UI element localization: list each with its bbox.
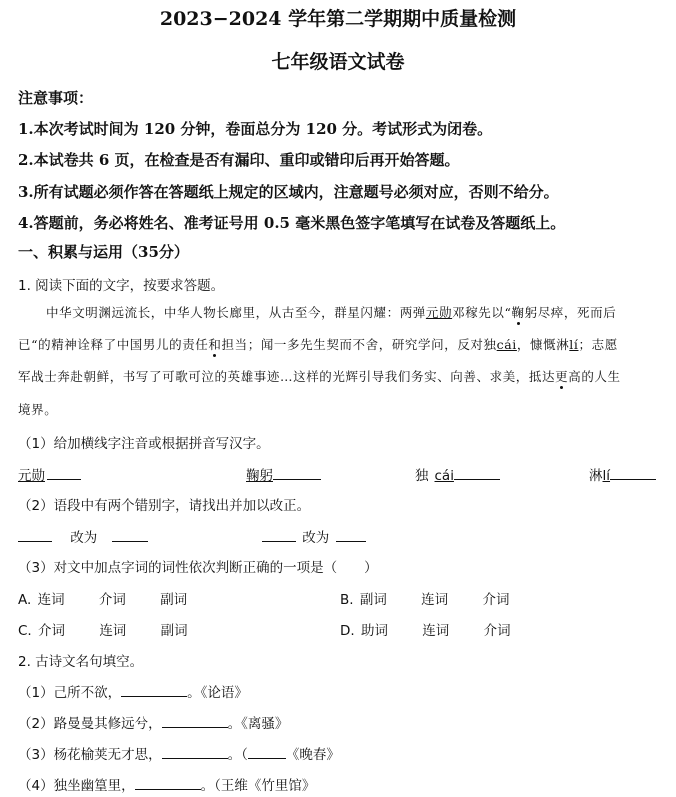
poem-source: 。《论语》	[187, 685, 248, 701]
poem-item-1	[18, 681, 248, 701]
question-2-prompt: 2. 古诗文名句填空。	[18, 654, 144, 670]
item-number: （3）	[18, 747, 54, 763]
option-b[interactable]	[340, 588, 509, 608]
option-word: 介词	[38, 623, 66, 639]
passage-line-4: 境界。	[18, 402, 58, 417]
poem-text: 独坐幽篁里，	[53, 778, 135, 794]
passage-line-2	[18, 335, 618, 353]
poem-source: 。（	[227, 747, 248, 763]
option-c[interactable]	[18, 619, 188, 639]
passage-line-3	[18, 367, 621, 385]
sub3-prompt: （3）对文中加点字词的词性依次判断正确的一项是（ ）	[18, 560, 378, 576]
answer-blank[interactable]	[135, 775, 201, 790]
item-word: 淋	[589, 468, 603, 484]
poem-item-3	[18, 743, 340, 763]
item-number: （4）	[18, 778, 54, 794]
option-letter: B.	[340, 592, 354, 608]
notice-item-2: 2.本试卷共 6 页，在检查是否有漏印、重印或错印后再开始答题。	[18, 151, 460, 169]
option-word: 助词	[360, 623, 388, 639]
exam-subtitle: 七年级语文试卷	[271, 51, 405, 73]
passage-text: 已“的精神诠释了中国男儿的责任	[18, 337, 209, 352]
answer-blank[interactable]	[121, 682, 187, 697]
passage-text: 高的人生	[568, 369, 621, 384]
section-heading: 一、积累与运用（35分）	[18, 243, 189, 261]
option-word: 介词	[98, 592, 126, 608]
poem-text: 己所不欲，	[53, 685, 122, 701]
dotted-char: 和	[208, 337, 222, 352]
answer-blank[interactable]	[248, 744, 286, 759]
poem-item-4	[18, 774, 315, 794]
poem-text: 路曼曼其修远兮，	[53, 716, 162, 732]
passage-text: 邓稼先以“	[452, 305, 512, 320]
item-pinyin: lí	[602, 468, 611, 484]
passage-text: ；志愿	[578, 337, 618, 352]
underlined-pinyin: lí	[569, 337, 579, 352]
question-1-prompt: 1. 阅读下面的文字，按要求答题。	[18, 278, 225, 294]
item-number: （1）	[18, 685, 54, 701]
answer-blank[interactable]	[610, 465, 656, 480]
change-to-label: 改为	[302, 530, 330, 546]
passage-text: 担当；闻一多先生契而不舍，研究学问，反对独	[221, 337, 497, 352]
item-word: 独	[415, 468, 429, 484]
sub1-item-4	[589, 464, 656, 484]
sub2-answer-1	[18, 526, 148, 546]
underlined-word: 元勋	[425, 305, 453, 320]
option-letter: C.	[18, 623, 32, 639]
poem-text: 杨花榆荚无才思，	[53, 747, 162, 763]
notice-item-3: 3.所有试题必须作答在答题纸上规定的区域内，注意题号必须对应，否则不给分。	[18, 183, 559, 201]
dotted-char: 鞠	[511, 305, 525, 320]
passage-text: 军战士奔赴朝鲜，书写了可歌可泣的英雄事迹…这样的光辉引导我们务实、向善、求美，抵达	[18, 369, 556, 384]
option-letter: A.	[18, 592, 32, 608]
item-pinyin: cái	[434, 468, 454, 484]
passage-line-1	[46, 303, 616, 321]
sub1-item-3	[415, 464, 500, 484]
notice-item-1: 1.本次考试时间为 120 分钟，卷面总分为 120 分。考试形式为闭卷。	[18, 120, 493, 138]
answer-blank[interactable]	[262, 527, 296, 542]
poem-item-2	[18, 712, 288, 732]
option-word: 副词	[359, 592, 387, 608]
passage-text: 中华文明渊远流长，中华人物长廊里，从古至今，群星闪耀：两弹	[46, 305, 426, 320]
passage-text: 躬尽瘁，死而后	[524, 305, 617, 320]
option-word: 副词	[160, 623, 188, 639]
underlined-pinyin: cái	[496, 337, 517, 352]
option-letter: D.	[340, 623, 355, 639]
sub1-item-2	[246, 464, 321, 484]
exam-title: 2023−2024 学年第二学期期中质量检测	[159, 8, 517, 30]
option-word: 连词	[99, 623, 127, 639]
option-word: 连词	[421, 592, 449, 608]
change-to-label: 改为	[70, 530, 98, 546]
answer-blank[interactable]	[162, 713, 228, 728]
answer-blank[interactable]	[273, 465, 321, 480]
sub2-answer-2	[262, 526, 366, 546]
answer-blank[interactable]	[162, 744, 228, 759]
option-word: 介词	[482, 592, 510, 608]
poem-source: 《晚春》	[285, 747, 340, 763]
poem-source: 。（王维《竹里馆》	[200, 778, 316, 794]
item-number: （2）	[18, 716, 54, 732]
sub2-prompt: （2）语段中有两个错别字，请找出并加以改正。	[18, 498, 311, 514]
sub1-item-1	[18, 464, 81, 484]
answer-blank[interactable]	[336, 527, 366, 542]
option-word: 连词	[37, 592, 65, 608]
option-word: 副词	[160, 592, 188, 608]
dotted-char: 更	[555, 369, 569, 384]
item-word: 元勋	[18, 468, 45, 484]
passage-text: ，慷慨淋	[516, 337, 570, 352]
option-a[interactable]	[18, 588, 187, 608]
answer-blank[interactable]	[47, 465, 81, 480]
notice-heading: 注意事项：	[18, 89, 94, 107]
option-d[interactable]	[340, 619, 511, 639]
answer-blank[interactable]	[18, 527, 52, 542]
answer-blank[interactable]	[454, 465, 500, 480]
option-word: 介词	[483, 623, 511, 639]
sub1-prompt: （1）给加横线字注音或根据拼音写汉字。	[18, 436, 270, 452]
option-word: 连词	[422, 623, 450, 639]
poem-source: 。《离骚》	[227, 716, 289, 732]
answer-blank[interactable]	[112, 527, 148, 542]
notice-item-4: 4.答题前，务必将姓名、准考证号用 0.5 毫米黑色签字笔填写在试卷及答题纸上。	[18, 214, 566, 232]
item-word: 鞠躬	[246, 468, 273, 484]
